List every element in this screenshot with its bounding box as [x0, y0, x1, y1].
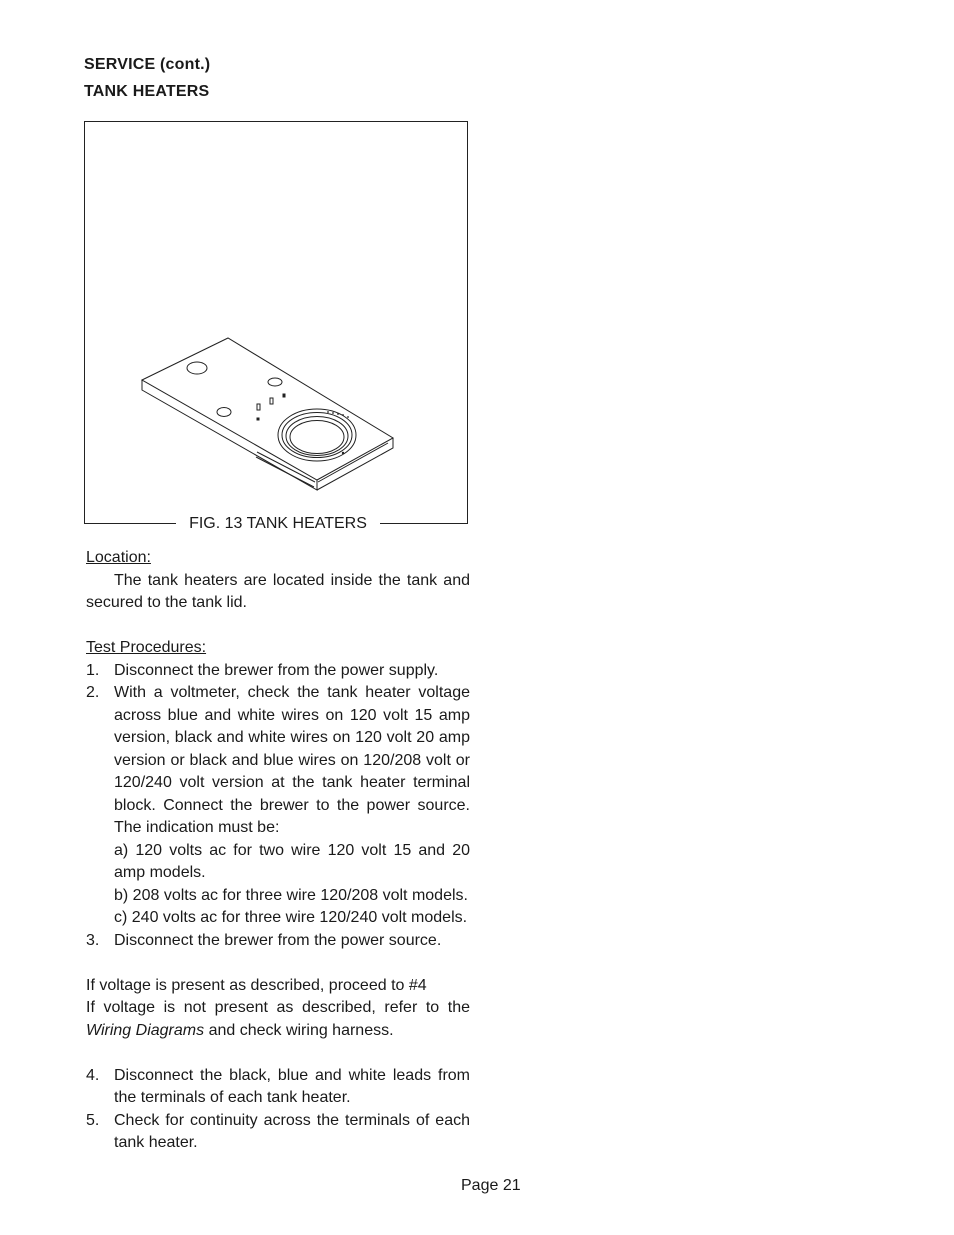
step-number: 3. — [86, 931, 100, 949]
note-text-end: and check wiring harness. — [208, 1021, 394, 1039]
step-number: 5. — [86, 1111, 100, 1129]
note-text: If voltage is not present as described, refer to the — [86, 999, 470, 1016]
tank-lid-illustration — [130, 330, 410, 500]
step-1 — [86, 660, 470, 683]
substep-b: b) 208 volts ac for three wire 120/208 volt models. — [114, 886, 468, 904]
step-number: 2. — [86, 684, 100, 701]
location-heading: Location: — [86, 549, 151, 566]
wiring-diagrams-reference: Wiring Diagrams — [86, 1021, 205, 1039]
step-text: Disconnect the black, blue and white leads from the terminals of each tank heater. — [114, 1066, 470, 1106]
step-3 — [86, 930, 470, 953]
voltage-present-note: If voltage is present as described, proceed to #4 — [86, 976, 427, 994]
test-procedures-section — [86, 637, 470, 1155]
step-text: With a voltmeter, check the tank heater voltage across blue and white wires on 120 volt 15 amp version, black and white wires on 120 volt 20 amp version or black and blue wires on 120/208 volt or 120/240 volt version at the tank heater terminal block. Connect the brewer to the power source. The indication must be: — [114, 684, 470, 836]
location-text: The tank heaters are located inside the tank and secured to the tank lid. — [86, 571, 470, 611]
step-4 — [86, 1065, 470, 1110]
step-text: Disconnect the brewer from the power source. — [114, 931, 442, 949]
voltage-absent-note — [86, 997, 470, 1042]
step-5 — [86, 1110, 470, 1155]
step-number: 1. — [86, 661, 100, 679]
step-text: Check for continuity across the terminals of each tank heater. — [114, 1111, 470, 1151]
subsection-title: TANK HEATERS — [84, 83, 210, 100]
substep-c: c) 240 volts ac for three wire 120/240 volt models. — [114, 909, 468, 926]
figure-caption: FIG. 13 TANK HEATERS — [189, 515, 367, 532]
test-procedures-heading: Test Procedures: — [86, 639, 207, 656]
step-2 — [86, 682, 470, 840]
substep-a: a) 120 volts ac for two wire 120 volt 15 and 20 amp models. — [114, 841, 470, 881]
step-number: 4. — [86, 1066, 100, 1084]
location-section — [86, 547, 470, 615]
page-number: Page 21 — [461, 1177, 521, 1194]
section-title: SERVICE (cont.) — [84, 56, 211, 73]
step-text: Disconnect the brewer from the power supply. — [114, 661, 439, 679]
